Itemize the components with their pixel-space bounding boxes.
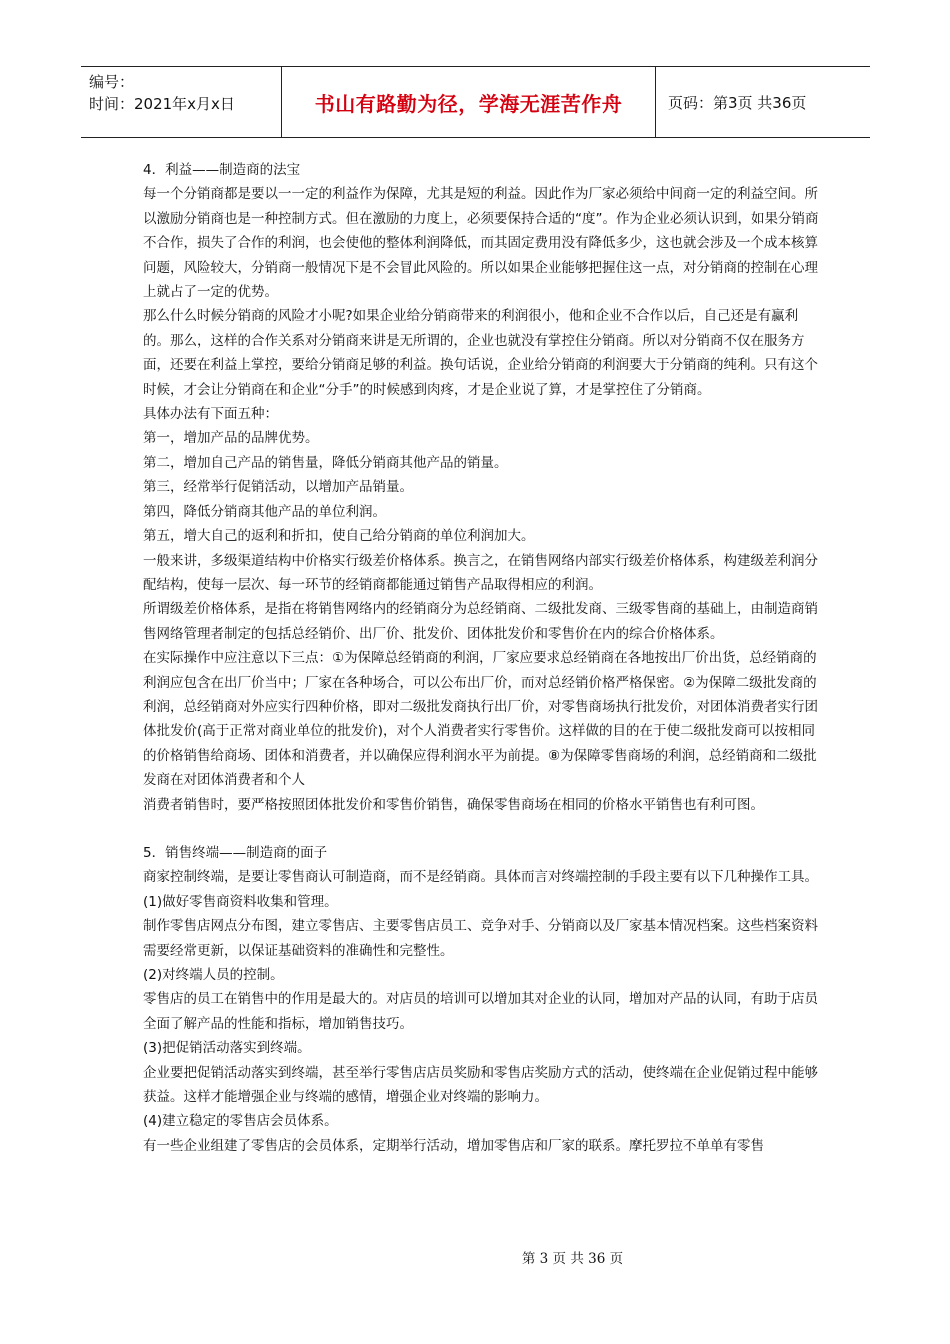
paragraph: 所谓级差价格体系，是指在将销售网络内的经销商分为总经销商、二级批发商、三级零售商的基础上，由制造商销售网络管理者制定的包括总经销价、出厂价、批发价、团体批发价和零售价在内的综合价格体系。 <box>143 601 818 642</box>
header-page-label: 页码：第3页 共36页 <box>668 93 807 112</box>
paragraph: 零售店的员工在销售中的作用是最大的。对店员的培训可以增加其对企业的认同，增加对产品的认同，有助于店员全面了解产品的性能和指标，增加销售技巧。 <box>143 991 818 1032</box>
subheading: (2)对终端人员的控制。 <box>143 967 284 983</box>
list-item: 第五，增大自己的返利和折扣，使自己给分销商的单位利润加大。 <box>143 528 535 545</box>
subheading: (4)建立稳定的零售店会员体系。 <box>143 1113 338 1130</box>
header-meta <box>81 67 282 137</box>
paragraph: 商家控制终端，是要让零售商认可制造商，而不是经销商。具体而言对终端控制的手段主要有以下几种操作工具。 <box>143 869 818 886</box>
section-4-title: 4．利益——制造商的法宝 <box>143 162 301 178</box>
subheading: (1)做好零售商资料收集和管理。 <box>143 893 338 910</box>
header-motto: 书山有路勤为径，学海无涯苦作舟 <box>282 67 656 137</box>
paragraph: 具体办法有下面五种： <box>143 406 278 423</box>
document-body <box>143 158 823 1158</box>
list-item: 第四，降低分销商其他产品的单位利润。 <box>143 503 386 520</box>
paragraph: 在实际操作中应注意以下三点：①为保障总经销商的利润，厂家应要求总经销商在各地按出厂价出货，总经销商的利润应包含在出厂价当中；厂家在各种场合，可以公布出厂价，而对总经销价格严格保密。②为保障二级批发商的利润，总经销商对外应实行四种价格，即对二级批发商执行出厂价，对零售商场执行批发价，对团体消费者实行团体批发价(高于正常对商业单位的批发价)，对个人消费者实行零售价。这样做的目的在于使二级批发商可以按相同的价格销售给商场、团体和消费者，并以确保应得利润水平为前提。⑧为保障零售商场的利润，总经销商和二级批发商在对团体消费者和个人 <box>143 650 818 789</box>
page-footer <box>0 1247 950 1267</box>
list-item: 第三，经常举行促销活动，以增加产品销量。 <box>143 479 413 496</box>
footer-page-number: 第 3 页 共 36 页 <box>521 1251 624 1267</box>
time-label: 时间：2021年x月x日 <box>89 95 235 113</box>
paragraph: 制作零售店网点分布图，建立零售店、主要零售店员工、竞争对手、分销商以及厂家基本情况档案。这些档案资料需要经常更新，以保证基础资料的准确性和完整性。 <box>143 918 818 959</box>
paragraph: 每一个分销商都是要以一一定的利益作为保障，尤其是短的利益。因此作为厂家必须给中间商一定的利益空间。所以激励分销商也是一种控制方式。但在激励的力度上，必须要保持合适的“度”。作为企业必须认识到，如果分销商不合作，损失了合作的利润，也会使他的整体利润降低，而其固定费用没有降低多少，这也就会涉及一个成本核算问题，风险较大，分销商一般情况下是不会冒此风险的。所以如果企业能够把握住这一点，对分销商的控制在心理上就占了一定的优势。 <box>143 186 819 301</box>
paragraph: 有一些企业组建了零售店的会员体系，定期举行活动，增加零售店和厂家的联系。摩托罗拉不单单有零售 <box>143 1137 764 1154</box>
paragraph: 企业要把促销活动落实到终端，甚至举行零售店店员奖励和零售店奖励方式的活动，使终端在企业促销过程中能够获益。这样才能增强企业与终端的感情，增强企业对终端的影响力。 <box>143 1064 818 1106</box>
paragraph: 消费者销售时，要严格按照团体批发价和零售价销售，确保零售商场在相同的价格水平销售也有利可图。 <box>143 796 764 813</box>
subheading: (3)把促销活动落实到终端。 <box>143 1040 311 1057</box>
page-header <box>81 66 870 138</box>
list-item: 第二，增加自己产品的销售量，降低分销商其他产品的销量。 <box>143 454 508 471</box>
paragraph: 那么什么时候分销商的风险才小呢?如果企业给分销商带来的利润很小，他和企业不合作以后，自己还是有赢利的。那么，这样的合作关系对分销商来讲是无所谓的，企业也就没有掌控住分销商。所以对分销商不仅在服务方面，还要在利益上掌控，要给分销商足够的利益。换句话说，企业给分销商的利润要大于分销商的纯利。只有这个时候，才会让分销商在和企业“分手”的时候感到肉疼，才是企业说了算，才是掌控住了分销商。 <box>143 308 818 398</box>
list-item: 第一，增加产品的品牌优势。 <box>143 430 319 447</box>
number-label: 编号： <box>89 73 135 91</box>
section-5-title: 5．销售终端——制造商的面子 <box>143 844 328 861</box>
paragraph: 一般来讲，多级渠道结构中价格实行级差价格体系。换言之，在销售网络内部实行级差价格体系，构建级差利润分配结构，使每一层次、每一环节的经销商都能通过销售产品取得相应的利润。 <box>143 552 818 593</box>
spacer <box>143 817 823 841</box>
